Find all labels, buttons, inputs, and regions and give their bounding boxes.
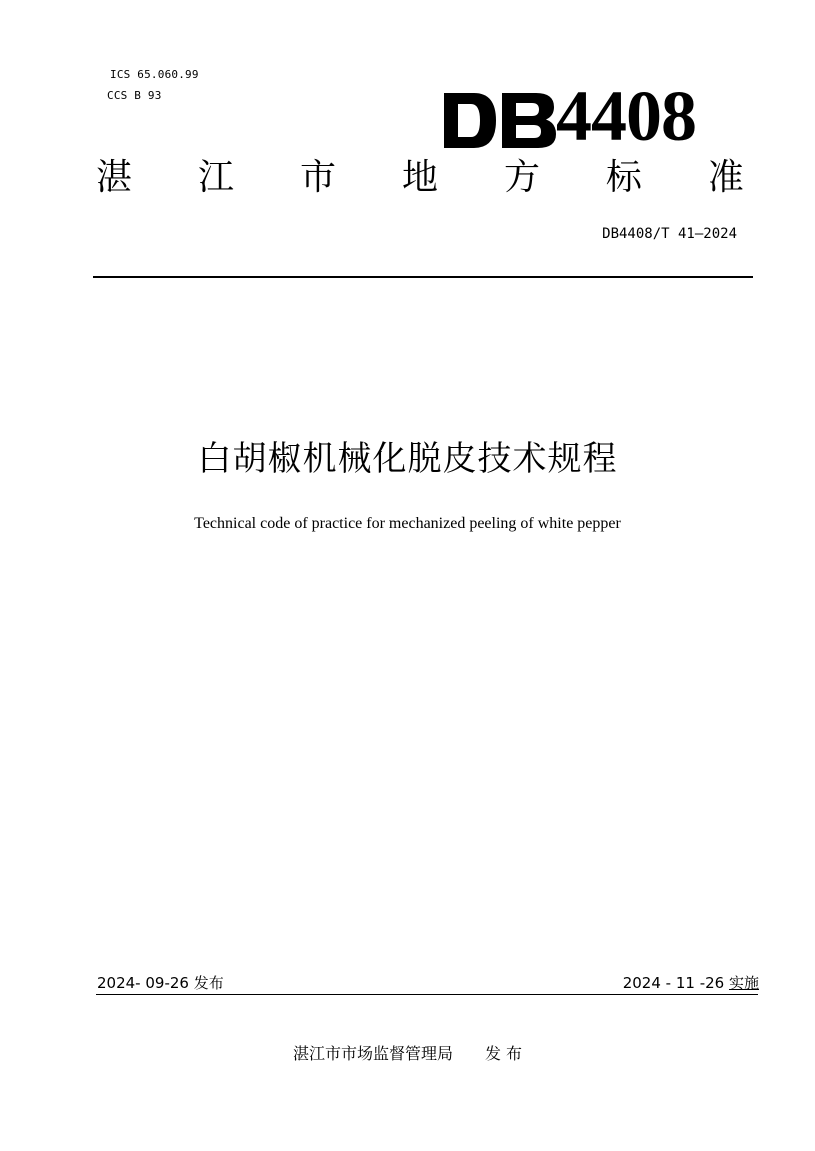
issue-date: 2024- 09-26 发布: [97, 974, 224, 992]
date-divider: [96, 994, 758, 995]
implementation-date: [623, 976, 759, 991]
implementation-label: 实施: [728, 974, 759, 992]
standard-category-heading: [96, 157, 744, 198]
heading-char: 地: [401, 157, 438, 198]
issuer-name: 湛江市市场监督管理局: [292, 1044, 453, 1063]
heading-char: 江: [197, 157, 234, 198]
db-logo: [444, 93, 556, 148]
standard-number: DB4408/T 41—2024: [602, 226, 737, 242]
region-code: 4408: [556, 76, 696, 156]
ccs-code: CCS B 93: [107, 89, 162, 102]
implementation-date-value: 2024 - 11 -26: [622, 974, 725, 992]
heading-char: 市: [299, 157, 336, 198]
issuer-action: 发 布: [484, 1044, 523, 1063]
document-title-en: Technical code of practice for mechanized peeling of white pepper: [194, 515, 621, 532]
header-divider: [93, 276, 753, 278]
document-title-zh: 白胡椒机械化脱皮技术规程: [197, 439, 618, 479]
heading-char: 方: [503, 157, 540, 198]
issuer-line: [0, 1046, 815, 1062]
heading-char: 湛: [96, 157, 133, 198]
heading-char: 标: [605, 157, 642, 198]
ics-code: ICS 65.060.99: [110, 68, 199, 81]
heading-char: 准: [707, 157, 744, 198]
